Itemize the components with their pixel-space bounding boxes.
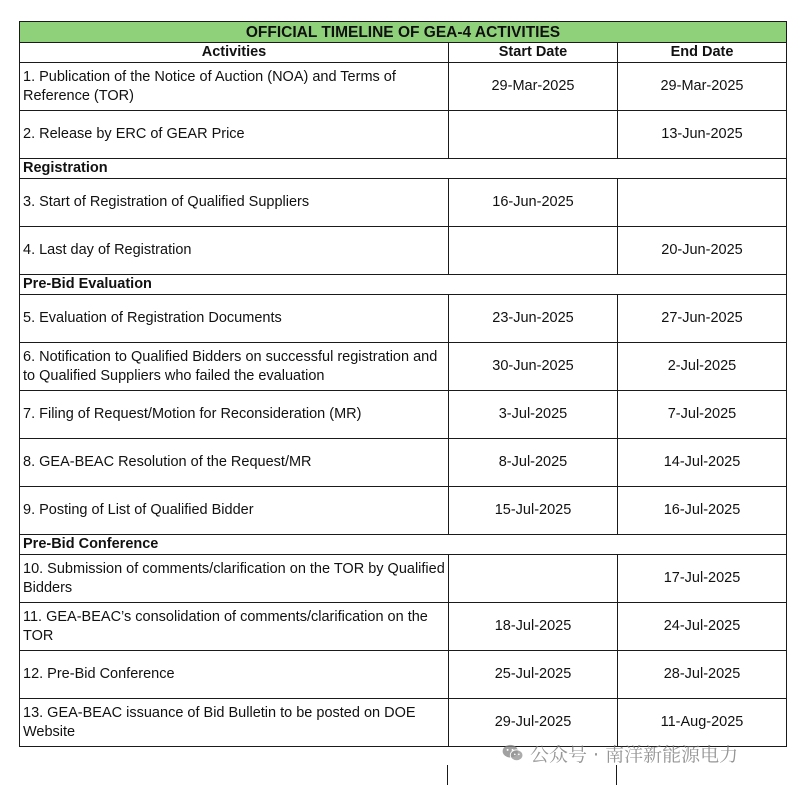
end-date-cell: 7-Jul-2025 — [618, 391, 787, 439]
start-date-cell: 25-Jul-2025 — [449, 651, 618, 699]
activity-cell: 1. Publication of the Notice of Auction (NOA) and Terms of Reference (TOR) — [20, 63, 449, 111]
table-row — [20, 63, 787, 111]
end-date-cell: 11-Aug-2025 — [618, 699, 787, 747]
table-row — [20, 555, 787, 603]
header-end-date: End Date — [618, 43, 787, 63]
end-date-cell: 16-Jul-2025 — [618, 487, 787, 535]
activity-cell: 4. Last day of Registration — [20, 227, 449, 275]
table-title: OFFICIAL TIMELINE OF GEA-4 ACTIVITIES — [20, 22, 787, 43]
end-date-cell: 29-Mar-2025 — [618, 63, 787, 111]
header-activities: Activities — [20, 43, 449, 63]
start-date-cell: 29-Jul-2025 — [449, 699, 618, 747]
activity-cell: 10. Submission of comments/clarification on the TOR by Qualified Bidders — [20, 555, 449, 603]
wechat-icon — [502, 744, 524, 762]
activity-cell: 11. GEA-BEAC’s consolidation of comments/clarification on the TOR — [20, 603, 449, 651]
table-row — [20, 343, 787, 391]
start-date-cell: 18-Jul-2025 — [449, 603, 618, 651]
start-date-cell: 3-Jul-2025 — [449, 391, 618, 439]
start-date-cell: 29-Mar-2025 — [449, 63, 618, 111]
end-date-cell: 28-Jul-2025 — [618, 651, 787, 699]
header-row — [20, 43, 787, 63]
header-start-date: Start Date — [449, 43, 618, 63]
section-label: Pre-Bid Conference — [20, 535, 787, 555]
end-date-cell: 20-Jun-2025 — [618, 227, 787, 275]
end-date-cell: 14-Jul-2025 — [618, 439, 787, 487]
end-date-cell: 27-Jun-2025 — [618, 295, 787, 343]
activity-cell: 8. GEA-BEAC Resolution of the Request/MR — [20, 439, 449, 487]
section-label: Pre-Bid Evaluation — [20, 275, 787, 295]
section-row — [20, 535, 787, 555]
timeline-table — [19, 21, 787, 747]
watermark — [502, 738, 738, 768]
table-row — [20, 439, 787, 487]
activity-cell: 12. Pre-Bid Conference — [20, 651, 449, 699]
start-date-cell: 8-Jul-2025 — [449, 439, 618, 487]
start-date-cell — [449, 555, 618, 603]
end-date-cell: 17-Jul-2025 — [618, 555, 787, 603]
start-date-cell: 16-Jun-2025 — [449, 179, 618, 227]
table-row — [20, 227, 787, 275]
activity-cell: 9. Posting of List of Qualified Bidder — [20, 487, 449, 535]
section-row — [20, 159, 787, 179]
end-date-cell: 2-Jul-2025 — [618, 343, 787, 391]
activity-cell: 6. Notification to Qualified Bidders on successful registration and to Qualified Suppliers who failed the evaluation — [20, 343, 449, 391]
title-row — [20, 22, 787, 43]
end-date-cell: 13-Jun-2025 — [618, 111, 787, 159]
table-row — [20, 295, 787, 343]
timeline-table-body — [20, 22, 787, 747]
activity-cell: 2. Release by ERC of GEAR Price — [20, 111, 449, 159]
start-date-cell: 30-Jun-2025 — [449, 343, 618, 391]
start-date-cell — [449, 111, 618, 159]
watermark-text: 公众号 · 南洋新能源电力 — [530, 743, 739, 766]
start-date-cell: 15-Jul-2025 — [449, 487, 618, 535]
table-continuation-line — [616, 765, 617, 785]
table-row — [20, 651, 787, 699]
section-row — [20, 275, 787, 295]
table-row — [20, 111, 787, 159]
table-row — [20, 603, 787, 651]
table-row — [20, 391, 787, 439]
end-date-cell: 24-Jul-2025 — [618, 603, 787, 651]
activity-cell: 13. GEA-BEAC issuance of Bid Bulletin to be posted on DOE Website — [20, 699, 449, 747]
table-row — [20, 179, 787, 227]
section-label: Registration — [20, 159, 787, 179]
activity-cell: 3. Start of Registration of Qualified Suppliers — [20, 179, 449, 227]
table-continuation-line — [447, 765, 448, 785]
activity-cell: 7. Filing of Request/Motion for Reconsideration (MR) — [20, 391, 449, 439]
activity-cell: 5. Evaluation of Registration Documents — [20, 295, 449, 343]
table-row — [20, 487, 787, 535]
start-date-cell: 23-Jun-2025 — [449, 295, 618, 343]
end-date-cell — [618, 179, 787, 227]
start-date-cell — [449, 227, 618, 275]
